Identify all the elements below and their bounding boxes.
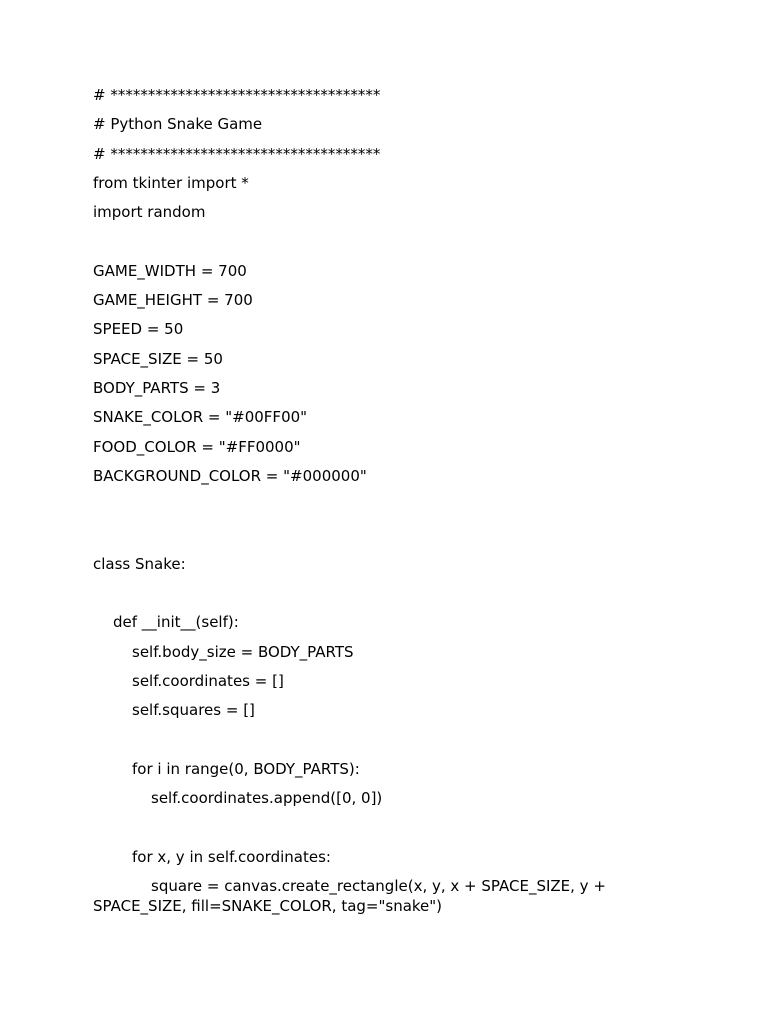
class-definition-line: class Snake: bbox=[93, 554, 186, 573]
blank-line bbox=[93, 817, 653, 837]
constant-line: BACKGROUND_COLOR = "#000000" bbox=[93, 466, 367, 485]
constant-line: SNAKE_COLOR = "#00FF00" bbox=[93, 408, 308, 427]
constant-line: SPACE_SIZE = 50 bbox=[93, 349, 223, 368]
blank-line bbox=[93, 583, 653, 603]
blank-line bbox=[93, 524, 653, 544]
code-text-block bbox=[93, 85, 653, 916]
wrapped-statement-text: square = canvas.create_rectangle(x, y, x + SPACE_SIZE, y + SPACE_SIZE, fill=SNAKE_COLOR, tag="snake") bbox=[93, 877, 611, 916]
constant-line: BODY_PARTS = 3 bbox=[93, 378, 221, 397]
statement-line: self.body_size = BODY_PARTS bbox=[132, 642, 354, 661]
blank-line bbox=[93, 495, 653, 515]
constant-line: FOOD_COLOR = "#FF0000" bbox=[93, 437, 301, 456]
import-line: import random bbox=[93, 203, 206, 222]
comment-title-line: # Python Snake Game bbox=[93, 115, 263, 134]
comment-line: # ************************************ bbox=[93, 144, 381, 163]
for-loop-line: for i in range(0, BODY_PARTS): bbox=[132, 759, 360, 778]
blank-line bbox=[93, 231, 653, 251]
import-line: from tkinter import * bbox=[93, 173, 249, 192]
statement-line: self.squares = [] bbox=[132, 701, 255, 720]
statement-line: self.coordinates.append([0, 0]) bbox=[151, 789, 383, 808]
constant-line: GAME_WIDTH = 700 bbox=[93, 261, 247, 280]
constant-line: SPEED = 50 bbox=[93, 320, 184, 339]
for-loop-line: for x, y in self.coordinates: bbox=[132, 847, 331, 866]
constant-line: GAME_HEIGHT = 700 bbox=[93, 291, 253, 310]
blank-line bbox=[93, 730, 653, 750]
comment-line: # ************************************ bbox=[93, 86, 381, 104]
statement-line: self.coordinates = [] bbox=[132, 671, 284, 690]
wrapped-statement-line bbox=[93, 876, 653, 916]
method-definition-line: def __init__(self): bbox=[113, 613, 239, 632]
